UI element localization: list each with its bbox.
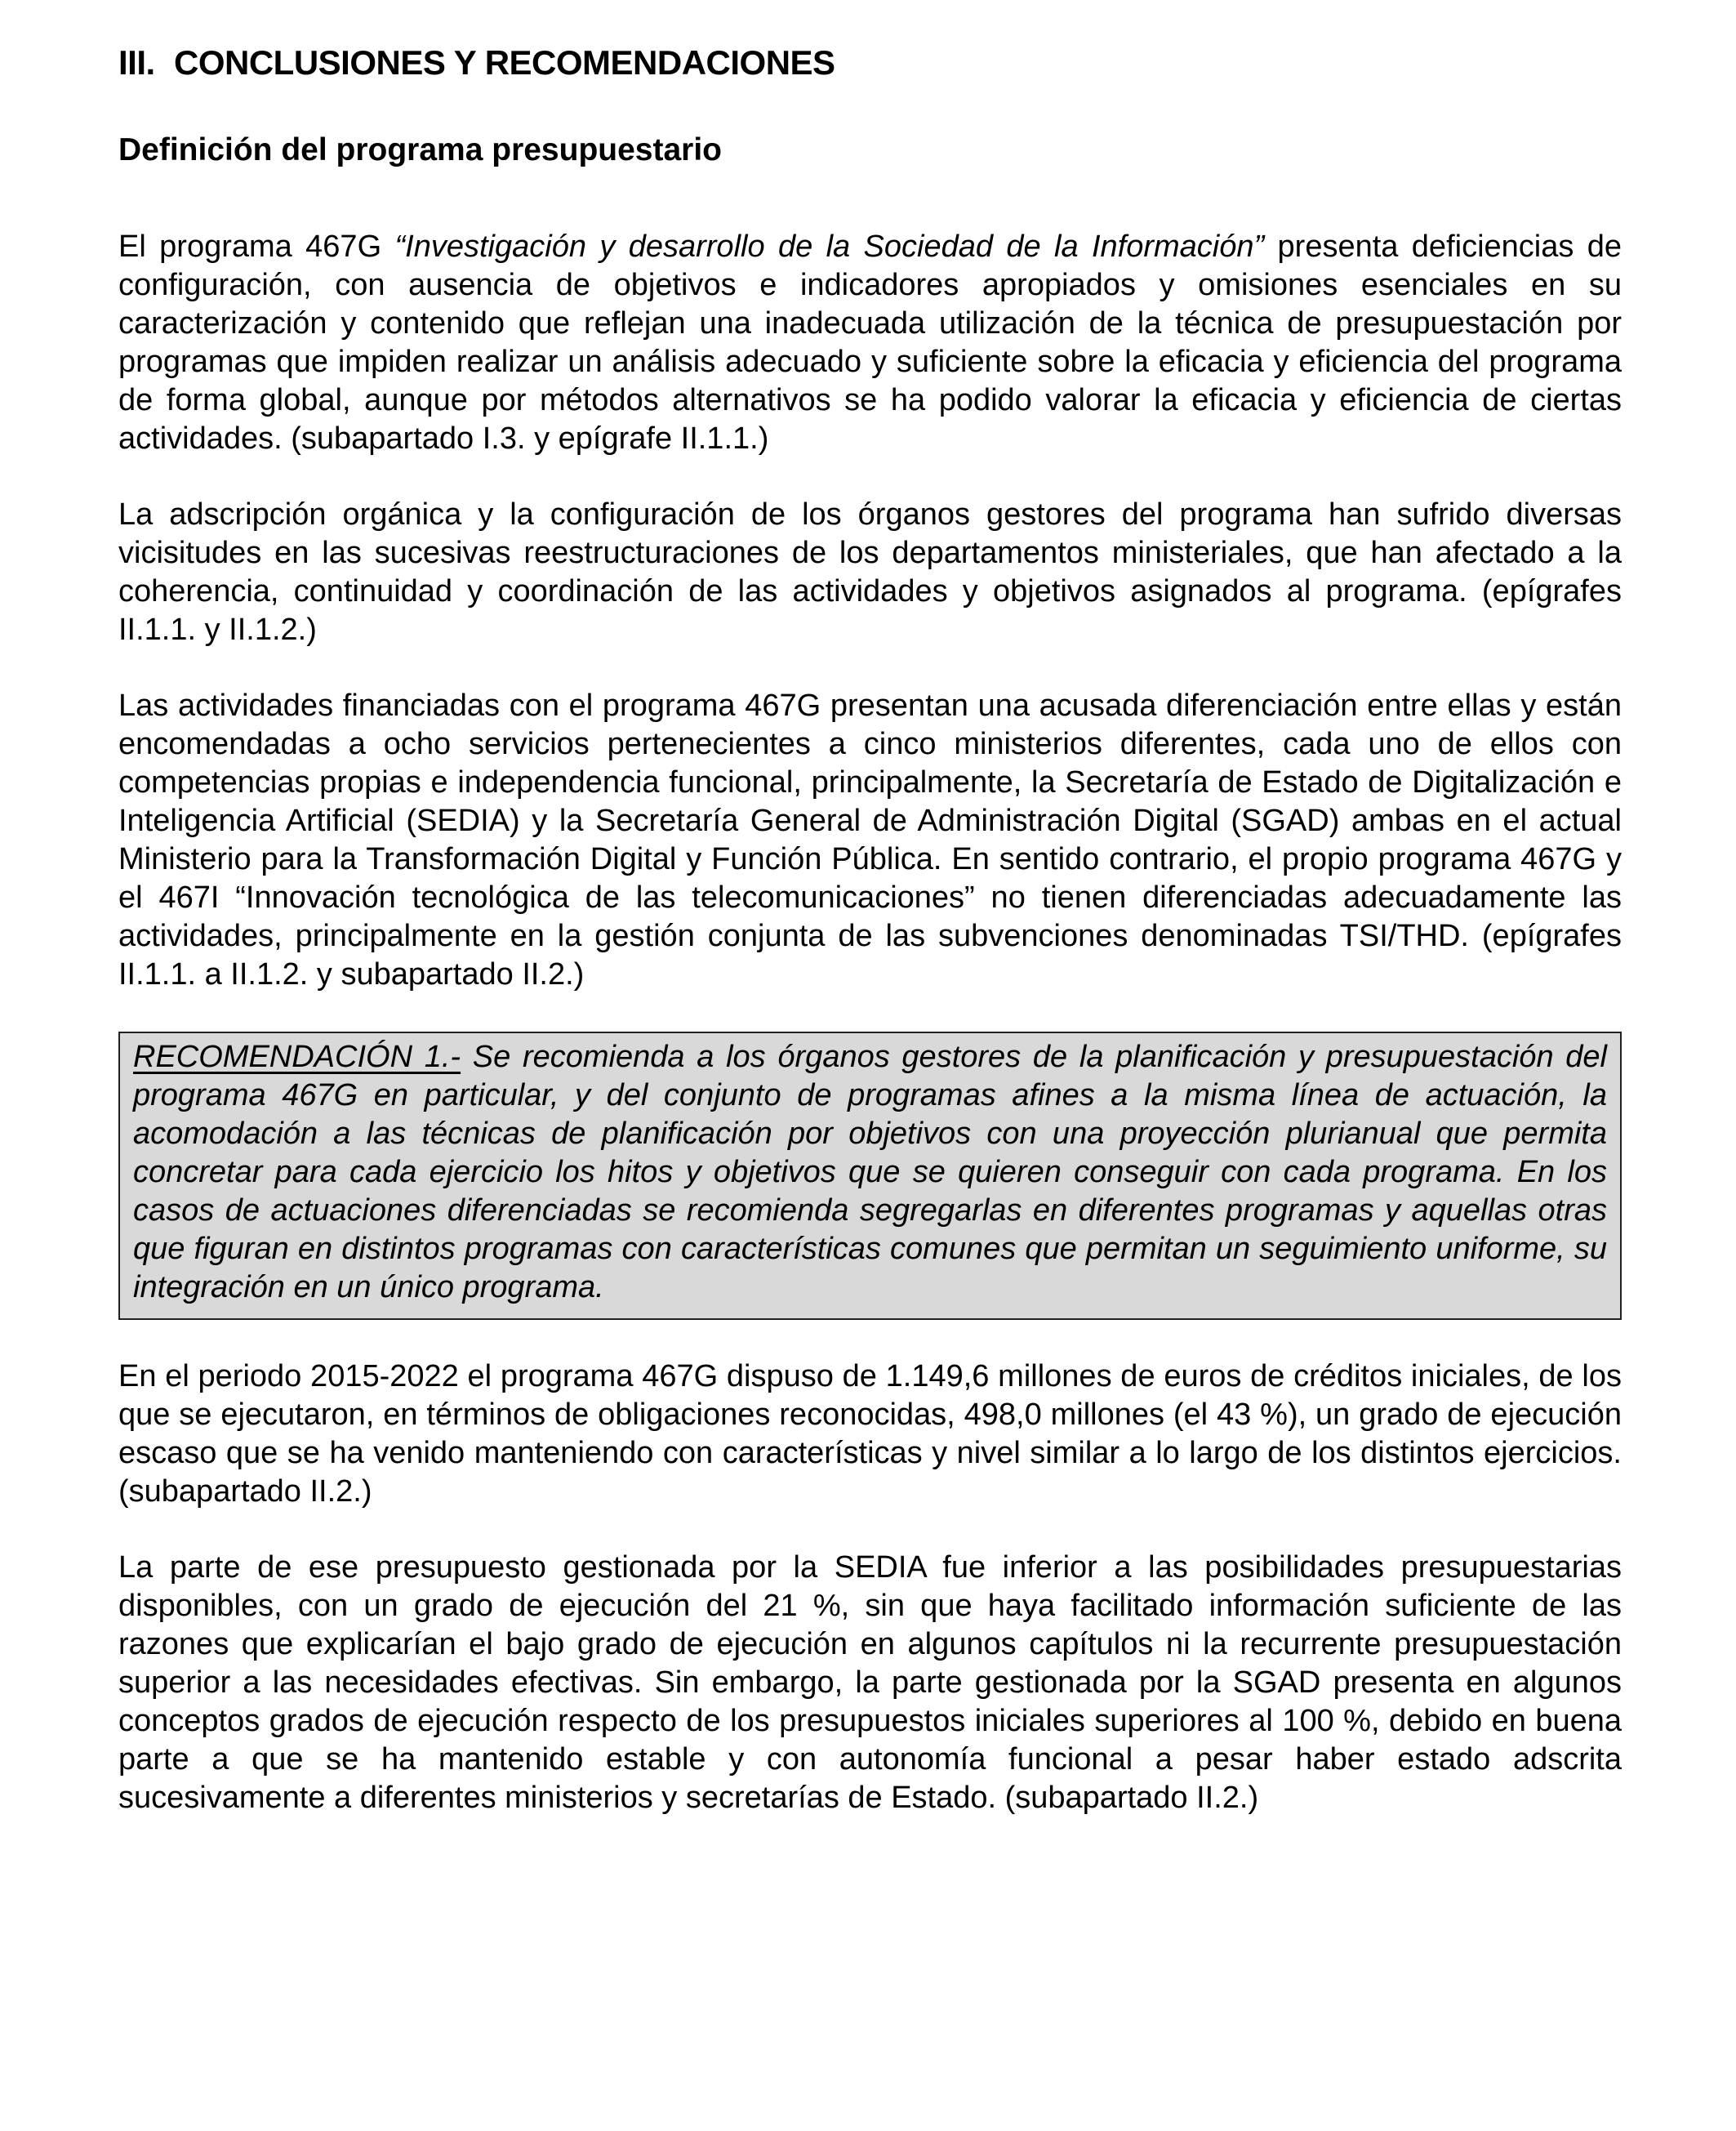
- section-subtitle: Definición del programa presupuestario: [118, 132, 722, 167]
- section-heading: [118, 42, 1622, 83]
- body-paragraph: Las actividades financiadas con el programa 467G presentan una acusada diferenciación entre ellas y están encomendadas a ocho servicios pertenecientes a cinco ministerios diferentes, cada uno de ellos con competencias propias e independencia funcional, principalmente, la Secretaría de Estado de Digitalización e Inteligencia Artificial (SEDIA) y la Secretaría General de Administración Digital (SGAD) ambas en el actual Ministerio para la Transformación Digital y Función Pública. En sentido contrario, el propio programa 467G y el 467I “Innovación tecnológica de las telecomunicaciones” no tienen diferenciadas adecuadamente las actividades, principalmente en la gestión conjunta de las subvenciones denominadas TSI/THD. (epígrafes II.1.1. a II.1.2. y subapartado II.2.): [118, 689, 1622, 992]
- recommendation-box: [118, 1032, 1622, 1320]
- recommendation-label: RECOMENDACIÓN 1.-: [133, 1040, 461, 1074]
- body-paragraph: El programa 467G “Investigación y desarrollo de la Sociedad de la Información” presenta deficiencias de configuración, con ausencia de objetivos e indicadores apropiados y omisiones esenciales en su caracterización y contenido que reflejan una inadecuada utilización de la técnica de presupuestación por programas que impiden realizar un análisis adecuado y suficiente sobre la eficacia y eficiencia del programa de forma global, aunque por métodos alternativos se ha podido valorar la eficacia y eficiencia de ciertas actividades. (subapartado I.3. y epígrafe II.1.1.): [118, 230, 1622, 456]
- heading-number: III.: [118, 43, 155, 82]
- heading-title: CONCLUSIONES Y RECOMENDACIONES: [174, 43, 835, 82]
- body-paragraph: En el periodo 2015-2022 el programa 467G dispuso de 1.149,6 millones de euros de créditos iniciales, de los que se ejecutaron, en términos de obligaciones reconocidas, 498,0 millones (el 43 %), un grado de ejecución escaso que se ha venido manteniendo con características y nivel similar a lo largo de los distintos ejercicios. (subapartado II.2.): [118, 1359, 1622, 1509]
- recommendation-paragraph: [133, 1038, 1607, 1307]
- body-paragraph: La parte de ese presupuesto gestionada por la SEDIA fue inferior a las posibilidades presupuestarias disponibles, con un grado de ejecución del 21 %, sin que haya facilitado información suficiente de las razones que explicarían el bajo grado de ejecución en algunos capítulos ni la recurrente presupuestación superior a las necesidades efectivas. Sin embargo, la parte gestionada por la SGAD presenta en algunos conceptos grados de ejecución respecto de los presupuestos iniciales superiores al 100 %, debido en buena parte a que se ha mantenido estable y con autonomía funcional a pesar haber estado adscrita sucesivamente a diferentes ministerios y secretarías de Estado. (subapartado II.2.): [118, 1550, 1622, 1815]
- recommendation-text: Se recomienda a los órganos gestores de la planificación y presupuestación del programa 467G en particular, y del conjunto de programas afines a la misma línea de actuación, la acomodación a las técnicas de planificación por objetivos con una proyección plurianual que permita concretar para cada ejercicio los hitos y objetivos que se quieren conseguir con cada programa. En los casos de actuaciones diferenciadas se recomienda segregarlas en diferentes programas y aquellas otras que figuran en distintos programas con características comunes que permitan un seguimiento uniforme, su integración en un único programa.: [133, 1040, 1607, 1304]
- body-paragraph: La adscripción orgánica y la configuración de los órganos gestores del programa han sufrido diversas vicisitudes en las sucesivas reestructuraciones de los departamentos ministeriales, que han afectado a la coherencia, continuidad y coordinación de las actividades y objetivos asignados al programa. (epígrafes II.1.1. y II.1.2.): [118, 497, 1622, 647]
